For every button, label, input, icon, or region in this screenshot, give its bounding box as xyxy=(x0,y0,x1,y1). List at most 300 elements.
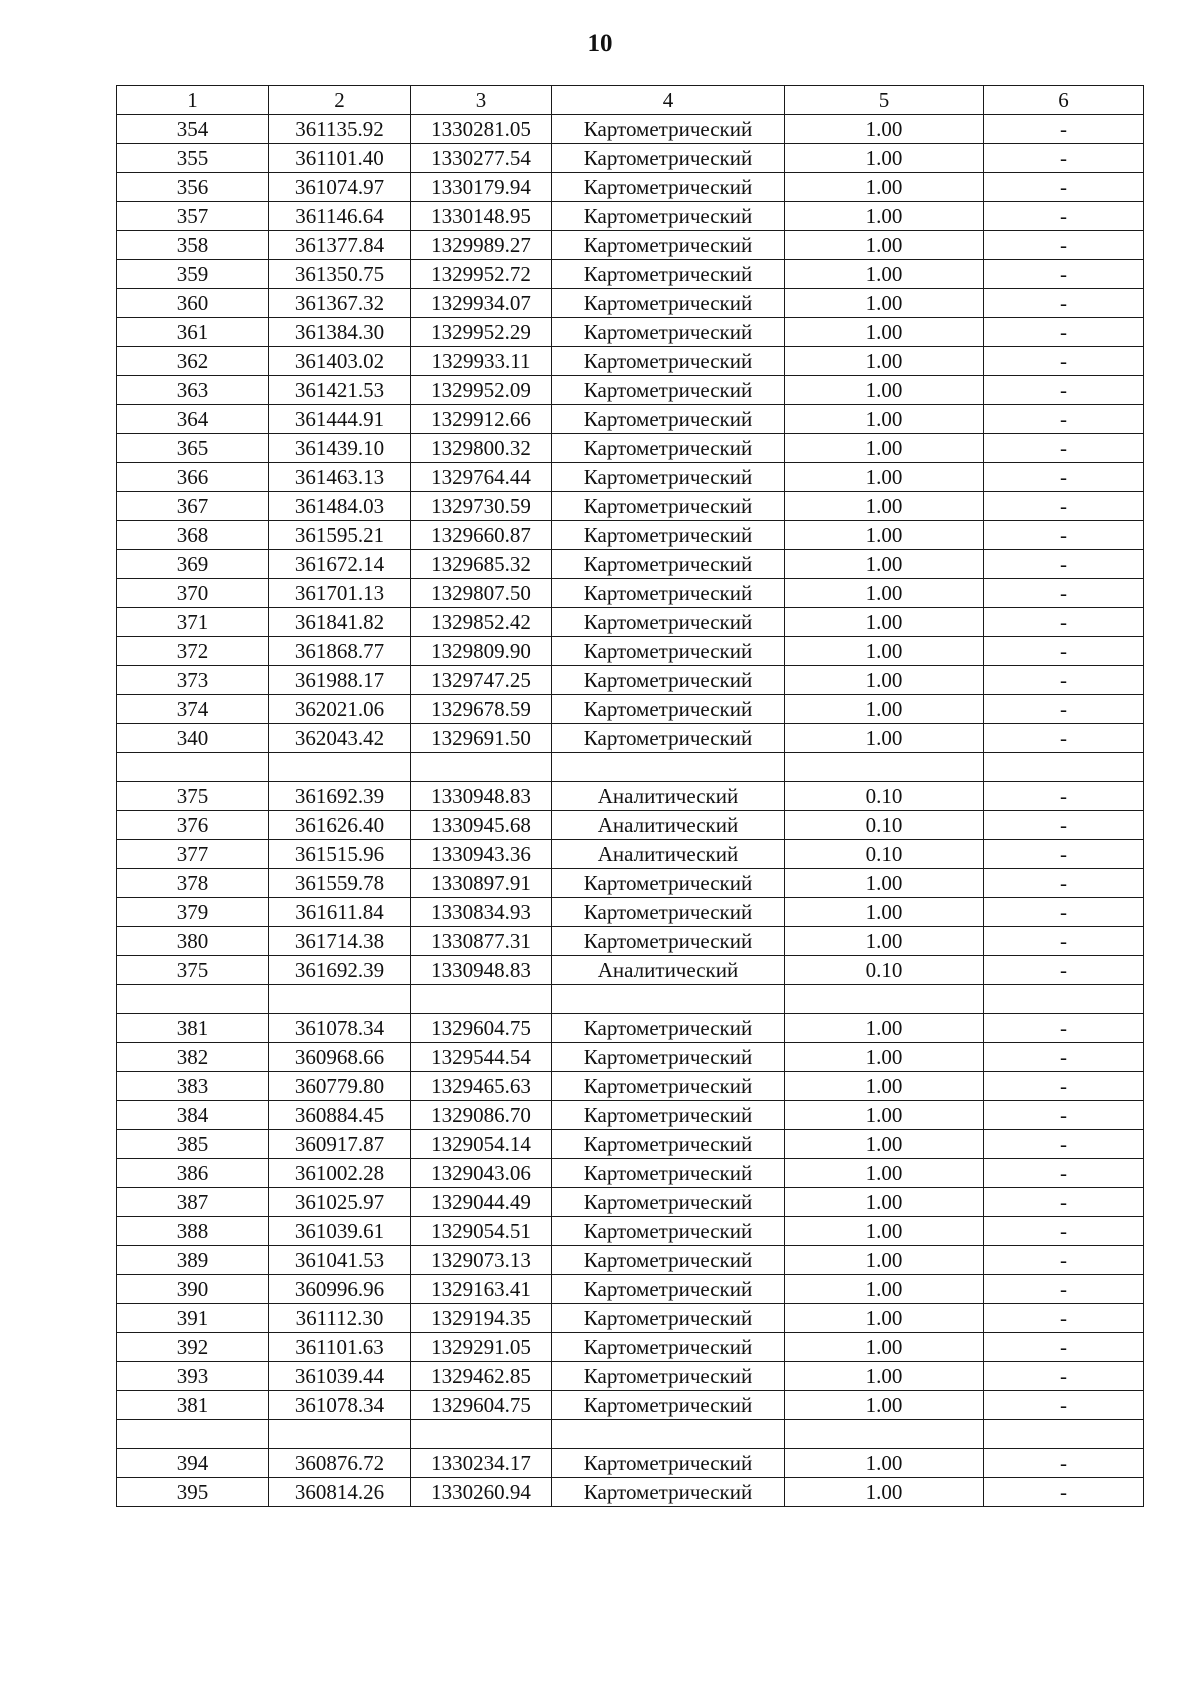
table-row xyxy=(117,376,1144,405)
table-cell: 1.00 xyxy=(785,1217,984,1246)
table-cell: 361692.39 xyxy=(269,782,411,811)
table-cell: 1.00 xyxy=(785,695,984,724)
table-cell: 361039.61 xyxy=(269,1217,411,1246)
table-cell: Картометрический xyxy=(552,927,785,956)
table-cell: 1.00 xyxy=(785,289,984,318)
column-header-5: 5 xyxy=(785,86,984,115)
table-cell: - xyxy=(984,956,1144,985)
table-cell: 361078.34 xyxy=(269,1014,411,1043)
table-row xyxy=(117,927,1144,956)
table-cell: 361484.03 xyxy=(269,492,411,521)
table-cell: Картометрический xyxy=(552,1072,785,1101)
table-row xyxy=(117,1072,1144,1101)
table-cell: 1.00 xyxy=(785,898,984,927)
table-cell: 1.00 xyxy=(785,434,984,463)
table-cell: 1.00 xyxy=(785,318,984,347)
table-cell: 1330948.83 xyxy=(411,956,552,985)
table-cell: 361112.30 xyxy=(269,1304,411,1333)
table-cell: 364 xyxy=(117,405,269,434)
table-cell: 360884.45 xyxy=(269,1101,411,1130)
table-cell: - xyxy=(984,1101,1144,1130)
table-cell: Аналитический xyxy=(552,840,785,869)
table-cell: 370 xyxy=(117,579,269,608)
table-cell: 1330834.93 xyxy=(411,898,552,927)
table-cell: 391 xyxy=(117,1304,269,1333)
table-row xyxy=(117,115,1144,144)
table-cell: 1.00 xyxy=(785,1449,984,1478)
table-cell: Картометрический xyxy=(552,492,785,521)
table-cell: 361 xyxy=(117,318,269,347)
table-row xyxy=(117,289,1144,318)
table-cell: 361101.63 xyxy=(269,1333,411,1362)
table-cell: 0.10 xyxy=(785,840,984,869)
table-cell: 372 xyxy=(117,637,269,666)
table-cell: 362 xyxy=(117,347,269,376)
table-cell: - xyxy=(984,434,1144,463)
table-cell: 1330281.05 xyxy=(411,115,552,144)
table-cell: 1.00 xyxy=(785,1014,984,1043)
table-cell: - xyxy=(984,289,1144,318)
header-row xyxy=(117,86,1144,115)
table-cell: - xyxy=(984,1304,1144,1333)
table-cell: 1329465.63 xyxy=(411,1072,552,1101)
table-row xyxy=(117,492,1144,521)
table-cell: 340 xyxy=(117,724,269,753)
table-cell: 1.00 xyxy=(785,144,984,173)
table-cell: 361377.84 xyxy=(269,231,411,260)
empty-separator-row xyxy=(117,985,1144,1014)
table-row xyxy=(117,637,1144,666)
table-cell: Картометрический xyxy=(552,231,785,260)
table-cell: 361439.10 xyxy=(269,434,411,463)
table-cell: - xyxy=(984,260,1144,289)
table-cell: 1330260.94 xyxy=(411,1478,552,1507)
table-cell: 375 xyxy=(117,956,269,985)
table-cell: 361078.34 xyxy=(269,1391,411,1420)
table-cell xyxy=(117,753,269,782)
table-row xyxy=(117,898,1144,927)
table-cell xyxy=(984,985,1144,1014)
table-cell: 375 xyxy=(117,782,269,811)
table-cell: - xyxy=(984,1188,1144,1217)
table-cell: - xyxy=(984,231,1144,260)
table-cell: 377 xyxy=(117,840,269,869)
table-cell: 1.00 xyxy=(785,115,984,144)
table-cell: Картометрический xyxy=(552,202,785,231)
table-row xyxy=(117,869,1144,898)
table-cell: Картометрический xyxy=(552,1043,785,1072)
table-cell: 361421.53 xyxy=(269,376,411,405)
table-row xyxy=(117,202,1144,231)
table-cell: 1329952.29 xyxy=(411,318,552,347)
table-cell: - xyxy=(984,869,1144,898)
table-cell: 1.00 xyxy=(785,1188,984,1217)
table-cell: - xyxy=(984,724,1144,753)
table-row xyxy=(117,1275,1144,1304)
table-cell: 354 xyxy=(117,115,269,144)
table-cell xyxy=(785,985,984,1014)
table-cell: 363 xyxy=(117,376,269,405)
table-cell: 1329291.05 xyxy=(411,1333,552,1362)
table-cell: Картометрический xyxy=(552,1449,785,1478)
table-cell: - xyxy=(984,1246,1144,1275)
empty-separator-row xyxy=(117,753,1144,782)
table-cell: 1.00 xyxy=(785,173,984,202)
table-cell: 356 xyxy=(117,173,269,202)
table-row xyxy=(117,144,1144,173)
table-cell: - xyxy=(984,1391,1144,1420)
table-cell: - xyxy=(984,579,1144,608)
table-cell: 379 xyxy=(117,898,269,927)
table-cell: Картометрический xyxy=(552,579,785,608)
table-cell xyxy=(411,753,552,782)
table-cell: 1.00 xyxy=(785,521,984,550)
table-cell: - xyxy=(984,1217,1144,1246)
table-cell: 1329764.44 xyxy=(411,463,552,492)
table-cell: 1.00 xyxy=(785,1391,984,1420)
table-row xyxy=(117,1362,1144,1391)
table-cell: 1329730.59 xyxy=(411,492,552,521)
table-cell: 366 xyxy=(117,463,269,492)
table-cell: Картометрический xyxy=(552,173,785,202)
table-cell: Картометрический xyxy=(552,1217,785,1246)
coordinates-table xyxy=(116,85,1144,1507)
table-cell: 361101.40 xyxy=(269,144,411,173)
table-cell xyxy=(411,1420,552,1449)
table-cell: 1329952.72 xyxy=(411,260,552,289)
table-cell: - xyxy=(984,782,1144,811)
table-cell: 1.00 xyxy=(785,463,984,492)
table-cell: - xyxy=(984,1014,1144,1043)
table-cell: Картометрический xyxy=(552,1130,785,1159)
table-cell: 358 xyxy=(117,231,269,260)
table-cell: - xyxy=(984,318,1144,347)
table-cell: 359 xyxy=(117,260,269,289)
table-cell: 1.00 xyxy=(785,1043,984,1072)
table-cell: 361350.75 xyxy=(269,260,411,289)
table-cell: 1.00 xyxy=(785,666,984,695)
table-cell: Картометрический xyxy=(552,1101,785,1130)
table-cell: Картометрический xyxy=(552,608,785,637)
table-cell: 1329747.25 xyxy=(411,666,552,695)
table-cell: 388 xyxy=(117,1217,269,1246)
table-cell: 383 xyxy=(117,1072,269,1101)
table-cell: 374 xyxy=(117,695,269,724)
table-row xyxy=(117,956,1144,985)
table-cell: 1330234.17 xyxy=(411,1449,552,1478)
table-cell: 1.00 xyxy=(785,1275,984,1304)
table-cell: 1330945.68 xyxy=(411,811,552,840)
table-cell: Картометрический xyxy=(552,695,785,724)
column-header-6: 6 xyxy=(984,86,1144,115)
table-cell: 361868.77 xyxy=(269,637,411,666)
table-cell: - xyxy=(984,898,1144,927)
table-cell: Картометрический xyxy=(552,1333,785,1362)
table-cell: 1329934.07 xyxy=(411,289,552,318)
table-cell: 1330943.36 xyxy=(411,840,552,869)
table-cell: - xyxy=(984,463,1144,492)
table-cell: 1329989.27 xyxy=(411,231,552,260)
table-cell: 361444.91 xyxy=(269,405,411,434)
table-cell: 1329809.90 xyxy=(411,637,552,666)
table-cell: 371 xyxy=(117,608,269,637)
table-cell: Картометрический xyxy=(552,115,785,144)
table-cell: 1.00 xyxy=(785,579,984,608)
table-cell xyxy=(269,753,411,782)
table-cell: Картометрический xyxy=(552,289,785,318)
column-header-4: 4 xyxy=(552,86,785,115)
table-cell: Картометрический xyxy=(552,1275,785,1304)
table-cell: Картометрический xyxy=(552,637,785,666)
table-cell: 360996.96 xyxy=(269,1275,411,1304)
table-cell: 360814.26 xyxy=(269,1478,411,1507)
table-cell: 361714.38 xyxy=(269,927,411,956)
table-cell: 1330277.54 xyxy=(411,144,552,173)
table-cell: 1.00 xyxy=(785,202,984,231)
table-cell: 1329691.50 xyxy=(411,724,552,753)
table-cell: 1329054.51 xyxy=(411,1217,552,1246)
table-cell: 1329852.42 xyxy=(411,608,552,637)
table-cell: Картометрический xyxy=(552,1304,785,1333)
table-cell: 361463.13 xyxy=(269,463,411,492)
table-cell: 1.00 xyxy=(785,1130,984,1159)
table-cell: Аналитический xyxy=(552,782,785,811)
table-cell xyxy=(984,1420,1144,1449)
table-cell: 361988.17 xyxy=(269,666,411,695)
table-cell: 1.00 xyxy=(785,405,984,434)
table-cell: 1.00 xyxy=(785,1246,984,1275)
table-cell: 362043.42 xyxy=(269,724,411,753)
table-cell: Картометрический xyxy=(552,666,785,695)
table-cell: Картометрический xyxy=(552,1478,785,1507)
table-cell: Картометрический xyxy=(552,1014,785,1043)
table-row xyxy=(117,1043,1144,1072)
table-cell: 390 xyxy=(117,1275,269,1304)
table-cell: 1330179.94 xyxy=(411,173,552,202)
table-cell xyxy=(117,985,269,1014)
table-cell: 361692.39 xyxy=(269,956,411,985)
table-row xyxy=(117,550,1144,579)
table-cell: 1329054.14 xyxy=(411,1130,552,1159)
table-cell: - xyxy=(984,144,1144,173)
table-cell: 1.00 xyxy=(785,1072,984,1101)
table-cell: Картометрический xyxy=(552,318,785,347)
table-cell: - xyxy=(984,1130,1144,1159)
table-cell: 361595.21 xyxy=(269,521,411,550)
table-cell: Картометрический xyxy=(552,1188,785,1217)
table-cell: 360 xyxy=(117,289,269,318)
table-row xyxy=(117,1101,1144,1130)
table-cell: 1.00 xyxy=(785,1478,984,1507)
table-cell: - xyxy=(984,405,1144,434)
table-cell: 361074.97 xyxy=(269,173,411,202)
table-row xyxy=(117,173,1144,202)
table-row xyxy=(117,695,1144,724)
table-cell: 1329952.09 xyxy=(411,376,552,405)
table-body xyxy=(117,115,1144,1507)
table-cell: 1.00 xyxy=(785,376,984,405)
table-cell: 1.00 xyxy=(785,1101,984,1130)
table-cell: 387 xyxy=(117,1188,269,1217)
table-cell: 361672.14 xyxy=(269,550,411,579)
table-cell: - xyxy=(984,1275,1144,1304)
table-cell: 361626.40 xyxy=(269,811,411,840)
table-row xyxy=(117,405,1144,434)
table-row xyxy=(117,1304,1144,1333)
table-row xyxy=(117,608,1144,637)
table-row xyxy=(117,434,1144,463)
table-cell: 361025.97 xyxy=(269,1188,411,1217)
table-cell: - xyxy=(984,811,1144,840)
table-cell: 361384.30 xyxy=(269,318,411,347)
table-cell: - xyxy=(984,927,1144,956)
table-cell: Картометрический xyxy=(552,260,785,289)
table-cell: Картометрический xyxy=(552,347,785,376)
table-cell: 394 xyxy=(117,1449,269,1478)
table-row xyxy=(117,1333,1144,1362)
table-cell: Картометрический xyxy=(552,898,785,927)
table-cell: 1329073.13 xyxy=(411,1246,552,1275)
table-cell: 1329544.54 xyxy=(411,1043,552,1072)
table-row xyxy=(117,463,1144,492)
table-cell: 389 xyxy=(117,1246,269,1275)
table-cell: 362021.06 xyxy=(269,695,411,724)
table-cell: Картометрический xyxy=(552,1391,785,1420)
table-row xyxy=(117,347,1144,376)
table-cell: 360968.66 xyxy=(269,1043,411,1072)
table-cell: 395 xyxy=(117,1478,269,1507)
table-cell: - xyxy=(984,1043,1144,1072)
table-cell: 1.00 xyxy=(785,1159,984,1188)
table-cell: Картометрический xyxy=(552,1362,785,1391)
table-row xyxy=(117,1449,1144,1478)
table-cell: 0.10 xyxy=(785,782,984,811)
table-cell: - xyxy=(984,173,1144,202)
table-cell: Картометрический xyxy=(552,521,785,550)
table-cell: 369 xyxy=(117,550,269,579)
table-cell: 1329912.66 xyxy=(411,405,552,434)
table-row xyxy=(117,1188,1144,1217)
table-cell: - xyxy=(984,1159,1144,1188)
table-cell: 1329086.70 xyxy=(411,1101,552,1130)
table-cell: Картометрический xyxy=(552,1159,785,1188)
table-row xyxy=(117,231,1144,260)
table-cell: 1.00 xyxy=(785,492,984,521)
table-cell: 1329163.41 xyxy=(411,1275,552,1304)
table-cell: Картометрический xyxy=(552,405,785,434)
table-row xyxy=(117,666,1144,695)
table-cell: Картометрический xyxy=(552,724,785,753)
table-cell: Картометрический xyxy=(552,1246,785,1275)
table-cell: 0.10 xyxy=(785,956,984,985)
page-number: 10 xyxy=(587,30,613,57)
table-cell: 1329043.06 xyxy=(411,1159,552,1188)
table-cell: 1329933.11 xyxy=(411,347,552,376)
table-cell: - xyxy=(984,1362,1144,1391)
table-header xyxy=(117,86,1144,115)
table-cell: 361841.82 xyxy=(269,608,411,637)
table-row xyxy=(117,811,1144,840)
table-cell: 1330948.83 xyxy=(411,782,552,811)
table-cell: 386 xyxy=(117,1159,269,1188)
table-row xyxy=(117,521,1144,550)
table-cell xyxy=(269,1420,411,1449)
table-cell: - xyxy=(984,492,1144,521)
table-cell: 392 xyxy=(117,1333,269,1362)
table-cell: - xyxy=(984,1072,1144,1101)
empty-separator-row xyxy=(117,1420,1144,1449)
table-cell: 1329044.49 xyxy=(411,1188,552,1217)
table-row xyxy=(117,1246,1144,1275)
table-cell: - xyxy=(984,1478,1144,1507)
table-cell: - xyxy=(984,637,1144,666)
table-cell: - xyxy=(984,202,1144,231)
table-cell: 355 xyxy=(117,144,269,173)
table-cell: Картометрический xyxy=(552,550,785,579)
table-cell: - xyxy=(984,550,1144,579)
table-cell: - xyxy=(984,666,1144,695)
table-cell: 1.00 xyxy=(785,608,984,637)
table-cell: - xyxy=(984,695,1144,724)
table-cell: 1329807.50 xyxy=(411,579,552,608)
column-header-1: 1 xyxy=(117,86,269,115)
table-cell xyxy=(117,1420,269,1449)
table-cell: 1.00 xyxy=(785,1333,984,1362)
table-cell: 361002.28 xyxy=(269,1159,411,1188)
table-cell: 360917.87 xyxy=(269,1130,411,1159)
table-cell: 385 xyxy=(117,1130,269,1159)
table-cell: 361403.02 xyxy=(269,347,411,376)
table-cell: 1330148.95 xyxy=(411,202,552,231)
table-row xyxy=(117,1217,1144,1246)
table-row xyxy=(117,318,1144,347)
table-row xyxy=(117,782,1144,811)
table-cell: 368 xyxy=(117,521,269,550)
table-cell: 1.00 xyxy=(785,550,984,579)
table-cell: 361611.84 xyxy=(269,898,411,927)
table-cell: 376 xyxy=(117,811,269,840)
table-cell: 380 xyxy=(117,927,269,956)
table-cell xyxy=(552,1420,785,1449)
table-cell: 361701.13 xyxy=(269,579,411,608)
column-header-2: 2 xyxy=(269,86,411,115)
table-cell: - xyxy=(984,115,1144,144)
table-cell: 393 xyxy=(117,1362,269,1391)
table-cell: - xyxy=(984,840,1144,869)
table-cell: 1.00 xyxy=(785,927,984,956)
table-cell xyxy=(552,985,785,1014)
table-cell: 1330897.91 xyxy=(411,869,552,898)
table-cell: 361367.32 xyxy=(269,289,411,318)
table-cell: 1.00 xyxy=(785,347,984,376)
table-cell xyxy=(411,985,552,1014)
table-row xyxy=(117,579,1144,608)
table-cell xyxy=(984,753,1144,782)
table-cell: 381 xyxy=(117,1391,269,1420)
table-cell: 1329660.87 xyxy=(411,521,552,550)
table-cell: 1329685.32 xyxy=(411,550,552,579)
table-cell: Аналитический xyxy=(552,811,785,840)
table-cell: - xyxy=(984,347,1144,376)
table-row xyxy=(117,724,1144,753)
table-cell xyxy=(785,1420,984,1449)
table-cell: 382 xyxy=(117,1043,269,1072)
table-cell: - xyxy=(984,1333,1144,1362)
table-cell: Картометрический xyxy=(552,463,785,492)
table-cell: 360876.72 xyxy=(269,1449,411,1478)
table-cell: 384 xyxy=(117,1101,269,1130)
table-cell: 360779.80 xyxy=(269,1072,411,1101)
